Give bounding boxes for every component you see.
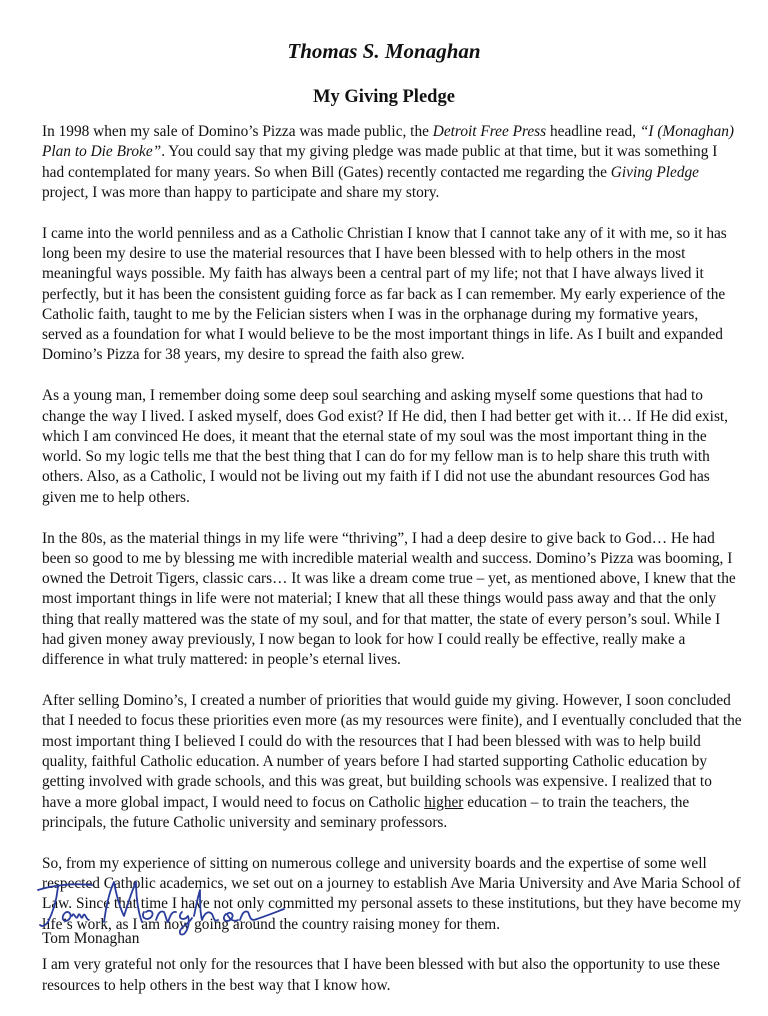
paragraph-1	[42, 122, 742, 203]
paragraph-1-text-d: project, I was more than happy to participate and share my story.	[42, 183, 440, 201]
paragraph-6: So, from my experience of sitting on numerous college and university boards and the expertise of some well respected Catholic academics, we set out on a journey to establish Ave Maria University and Ave Maria School of Law. Since that time I have not only committed my personal assets to these institutions, but they have become my life’s work, as I am now going around the country raising money for them.	[42, 854, 742, 933]
signatory-name: Tom Monaghan	[42, 930, 140, 947]
headline-quote: “I (Monaghan) Plan to Die Broke”	[42, 123, 735, 161]
handwritten-signature	[34, 876, 288, 936]
paragraph-1-text-c: . You could say that my giving pledge was made public at that time, but it was something I had contemplated for many years. So when Bill (Gates) recently contacted me regarding the	[42, 143, 718, 181]
newspaper-name: Detroit Free Press	[432, 123, 547, 140]
paragraph-5-text-b: education – to train the teachers, the principals, the future Catholic university and seminary professors.	[42, 793, 690, 831]
emphasized-word: higher	[424, 793, 464, 811]
paragraph-7: I am very grateful not only for the resources that I have been blessed with but also the opportunity to use these resources to help others in the best way that I know how.	[42, 956, 720, 994]
paragraph-2: I came into the world penniless and as a Catholic Christian I know that I cannot take any of it with me, so it has long been my desire to use the material resources that I have been blessed with to help others in the most meaningful ways possible. My faith has always been a central part of my life; not that I have always lived it perfectly, but it has been the consistent guiding force as far back as I can remember. My early experience of the Catholic faith, taught to me by the Felician sisters when I was in the orphanage during my formative years, served as a foundation for what I would believe to be the most important things in life. As I built and expanded Domino’s Pizza for 38 years, my desire to spread the faith also grew.	[42, 224, 727, 364]
author-heading: Thomas S. Monaghan	[287, 39, 481, 63]
paragraph-5	[42, 691, 742, 833]
giving-pledge-term: Giving Pledge	[610, 163, 699, 181]
paragraph-4: In the 80s, as the material things in my life were “thriving”, I had a deep desire to give back to God… He had been so good to me by blessing me with incredible material wealth and success. Domino’s Pizza was booming, I owned the Detroit Tigers, classic cars… It was like a dream come true – yet, as mentioned above, I knew that the most important things in life were not material; I knew that all these things would pass away and that the only thing that really mattered was the state of my soul, and for that matter, the state of every person’s soul. While I had given money away previously, I now began to look for how I could really be effective, really make a difference in what truly mattered: in people’s eternal lives.	[42, 529, 736, 669]
page-title: My Giving Pledge	[313, 87, 455, 107]
signature-strokes	[38, 882, 284, 935]
paragraph-3: As a young man, I remember doing some deep soul searching and asking myself some questions that had to change the way I lived. I asked myself, does God exist? If He did, then I had better get with it… If He did exist, which I am convinced He does, it meant that the eternal state of my soul was the most important thing in the world. So my logic tells me that the best thing that I can do for my fellow man is to help share this truth with others. Also, as a Catholic, I would not be living out my faith if I did not use the abundant resources God has given me to help others.	[42, 387, 729, 506]
paragraph-5-text-a: After selling Domino’s, I created a number of priorities that would guide my giving. However, I soon concluded that I needed to focus these priorities even more (as my resources were finite), and I eventually concluded that the most important thing I believed I could do with the resources that I had been blessed with was to help build quality, faithful Catholic education. A number of years before I had started supporting Catholic education by getting involved with grade schools, and this was great, but building schools was expensive. I realized that to have a more global impact, I would need to focus on Catholic	[42, 692, 742, 811]
paragraph-1-text-a: In 1998 when my sale of Domino’s Pizza was made public, the	[42, 123, 433, 140]
paragraph-1-text-b: headline read,	[546, 123, 640, 140]
